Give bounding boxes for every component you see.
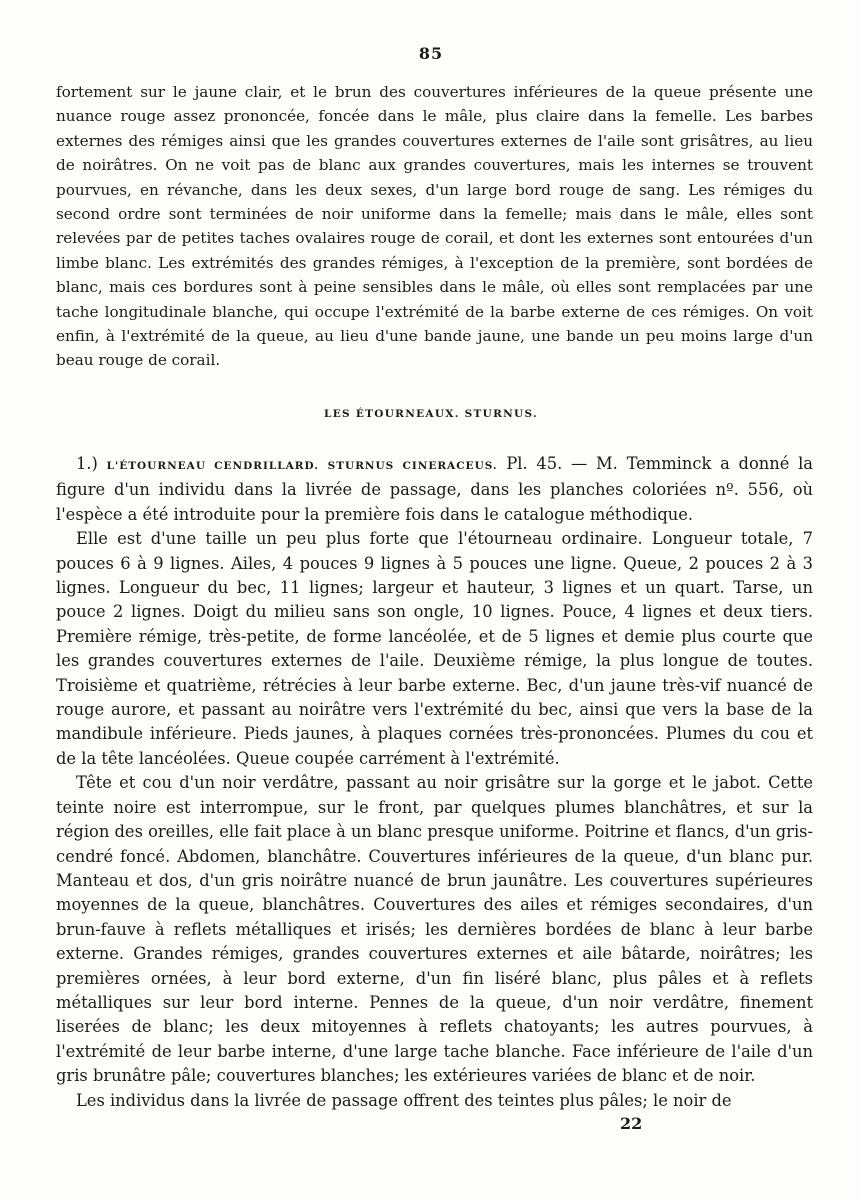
species-entry	[56, 452, 813, 1113]
body-paragraph-3: Les individus dans la livrée de passage offrent des teintes plus pâles; le noir de	[76, 1090, 732, 1110]
body-paragraph-1: Elle est d'une taille un peu plus forte que l'étourneau ordinaire. Longueur totale, 7 pouces 6 à 9 lignes. Ailes, 4 pouces 9 lignes à 5 pouces une ligne. Queue, 2 pouces 2 à 3 lignes. Longueur du bec, 11 lignes; largeur et hauteur, 3 lignes et un quart. Tarse, un pouce 2 lignes. Doigt du milieu sans son ongle, 10 lignes. Pouce, 4 lignes et deux tiers. Première rémige, très-petite, de forme lancéolée, et de 5 lignes et demie plus courte que les grandes couvertures externes de l'aile. Deuxième rémige, la plus longue de toutes. Troisième et quatrième, rétrécies à leur barbe externe. Bec, d'un jaune très-vif nuancé de rouge aurore, et passant au noirâtre vers l'extrémité du bec, ainsi que vers la base de la mandibule inférieure. Pieds jaunes, à plaques cornées très-prononcées. Plumes du cou et de la tête lancéolées. Queue coupée carrément à l'extrémité.	[56, 529, 813, 768]
body-paragraph-2: Tête et cou d'un noir verdâtre, passant au noir grisâtre sur la gorge et le jabot. Cette teinte noire est interrompue, sur le front, par quelques plumes blanchâtres, et sur la région des oreilles, elle fait place à un blanc presque uniforme. Poitrine et flancs, d'un gris-cendré foncé. Abdomen, blanchâtre. Couvertures inférieures de la queue, d'un blanc pur. Manteau et dos, d'un gris noirâtre nuancé de brun jaunâtre. Les couvertures supérieures moyennes de la queue, blanchâtres. Couvertures des ailes et rémiges secondaires, d'un brun-fauve à reflets métalliques et irisés; les dernières bordées de blanc à leur barbe externe. Grandes rémiges, grandes couvertures externes et aile bâtarde, noirâtres; les premières ornées, à leur bord externe, d'un fin liséré blanc, plus pâles et à reflets métalliques sur leur bord interne. Pennes de la queue, d'un noir verdâtre, finement liserées de blanc; les deux mitoyennes à reflets chatoyants; les autres pourvues, à l'extrémité de leur barbe interne, d'une large tache blanche. Face inférieure de l'aile d'un gris brunâtre pâle; couvertures blanches; les extérieures variées de blanc et de noir.	[56, 773, 814, 1086]
entry-number: 1.)	[76, 454, 98, 473]
entry-common-name: L'ÉTOURNEAU CENDRILLARD.	[106, 460, 319, 472]
section-heading: LES ÉTOURNEAUX. STURNUS.	[324, 408, 538, 420]
signature-mark: 22	[620, 1114, 643, 1133]
entry-paragraph	[56, 452, 813, 527]
entry-latin-name: STURNUS CINERACEUS.	[327, 460, 498, 472]
entry-description: Pl. 45. — M. Temminck a donné la figure d'un individu dans la livrée de passage, dans les planches coloriées nº. 556, où l'espèce a été introduite pour la première fois dans le catalogue méthodique.	[56, 454, 813, 524]
page-number: 85	[418, 44, 444, 63]
intro-paragraph: fortement sur le jaune clair, et le brun des couvertures inférieures de la queue présente une nuance rouge assez prononcée, foncée dans le mâle, plus claire dans la femelle. Les barbes externes des rémiges ainsi que les grandes couvertures externes de l'aile sont grisâtres, au lieu de noirâtres. On ne voit pas de blanc aux grandes couvertures, mais les internes se trouvent pourvues, en révanche, dans les deux sexes, d'un large bord rouge de sang. Les rémiges du second ordre sont terminées de noir uniforme dans la femelle; mais dans le mâle, elles sont relevées par de petites taches ovalaires rouge de corail, et dont les externes sont entourées d'un limbe blanc. Les extrémités des grandes rémiges, à l'exception de la première, sont bordées de blanc, mais ces bordures sont à peine sensibles dans le mâle, où elles sont remplacées par une tache longitudinale blanche, qui occupe l'extrémité de la barbe externe de ces rémiges. On voit enfin, à l'extrémité de la queue, au lieu d'une bande jaune, une bande un peu moins large d'un beau rouge de corail.	[56, 83, 813, 370]
